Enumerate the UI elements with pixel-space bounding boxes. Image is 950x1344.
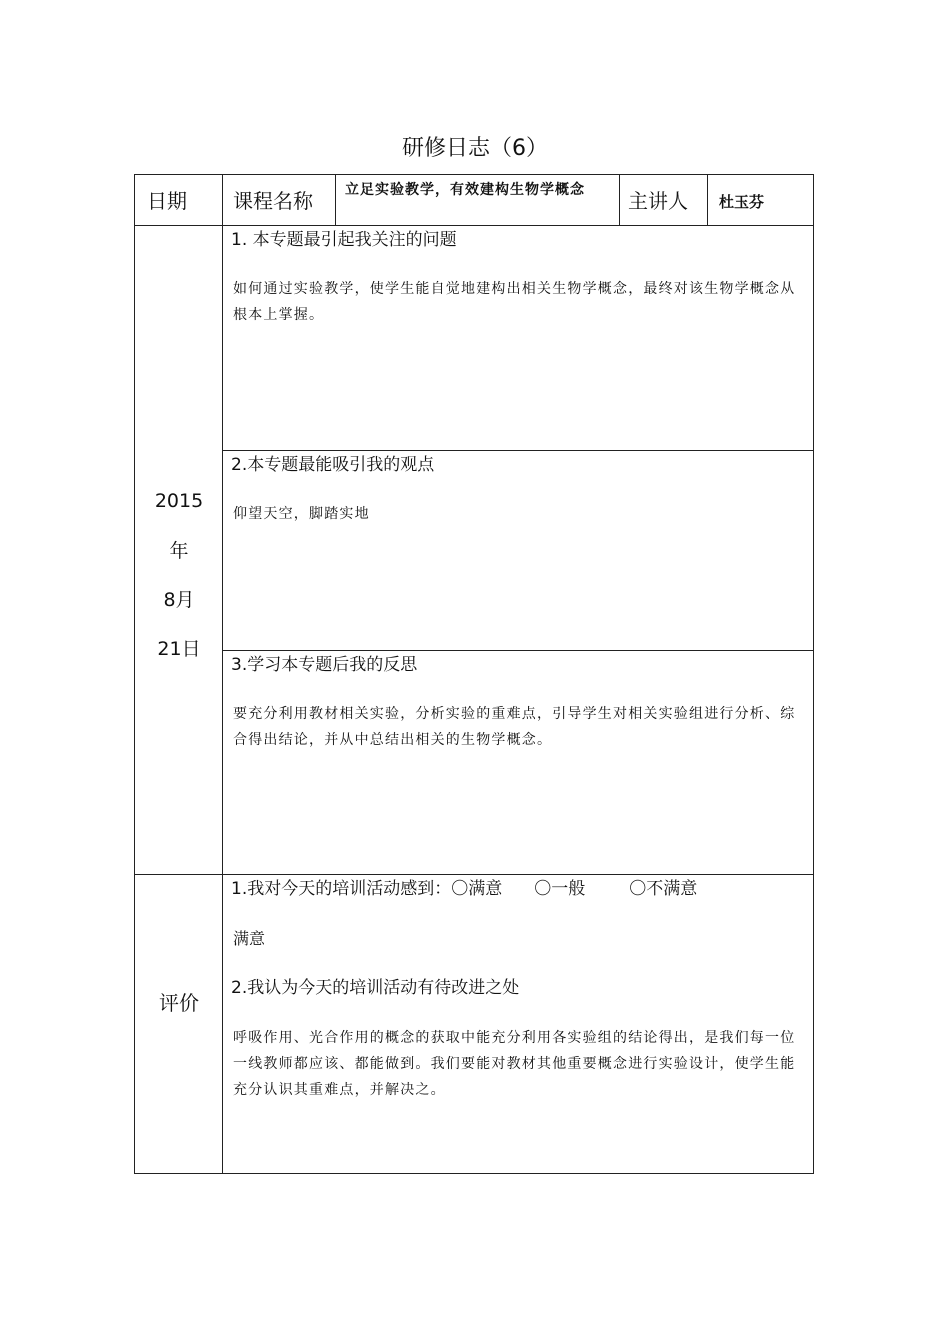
date-year: 2015 <box>154 490 204 512</box>
row-divider <box>222 450 813 451</box>
section-answer: 要充分利用教材相关实验，分析实验的重难点，引导学生对相关实验组进行分析、综合得出结论，并从中总结出相关的生物学概念。 <box>233 706 796 748</box>
course-title: 立足实验教学，有效建构生物学概念 <box>345 182 585 198</box>
evaluation-label: 评价 <box>159 991 199 1015</box>
log-table <box>134 174 814 1174</box>
section-heading: 3.学习本专题后我的反思 <box>231 655 418 675</box>
satisfaction-question <box>231 877 697 901</box>
date-year-unit: 年 <box>169 540 189 562</box>
row-divider <box>135 225 813 226</box>
improvement-answer: 呼吸作用、光合作用的概念的获取中能充分利用各实验组的结论得出，是我们每一位一线教师都应该、都能做到。我们要能对教材其他重要概念进行实验设计，使学生能充分认识其重难点，并解决之。 <box>233 1030 796 1098</box>
col-divider <box>335 175 336 225</box>
improvement-question: 2.我认为今天的培训活动有待改进之处 <box>231 978 520 998</box>
option-satisfied[interactable]: 〇满意 <box>451 879 503 899</box>
document-title: 研修日志（6） <box>402 136 548 161</box>
col-divider <box>619 175 620 225</box>
option-unsatisfied[interactable]: 〇不满意 <box>629 879 698 899</box>
date-day: 21日 <box>157 638 201 660</box>
col-divider <box>222 175 223 1173</box>
row-divider <box>135 874 813 875</box>
option-average[interactable]: 〇一般 <box>534 879 586 899</box>
satisfaction-prompt: 1.我对今天的培训活动感到： <box>231 879 452 899</box>
speaker-name: 杜玉芬 <box>719 193 765 211</box>
section-heading: 1. 本专题最引起我关注的问题 <box>231 230 457 250</box>
col-divider <box>707 175 708 225</box>
course-header: 课程名称 <box>233 189 313 213</box>
section-answer: 仰望天空，脚踏实地 <box>233 506 370 522</box>
satisfaction-answer: 满意 <box>233 929 266 948</box>
section-answer: 如何通过实验教学，使学生能自觉地建构出相关生物学概念，最终对该生物学概念从根本上掌握。 <box>233 281 796 323</box>
speaker-header: 主讲人 <box>628 189 688 213</box>
row-divider <box>222 650 813 651</box>
date-month: 8月 <box>163 589 195 611</box>
date-header: 日期 <box>147 189 187 213</box>
section-heading: 2.本专题最能吸引我的观点 <box>231 455 435 475</box>
